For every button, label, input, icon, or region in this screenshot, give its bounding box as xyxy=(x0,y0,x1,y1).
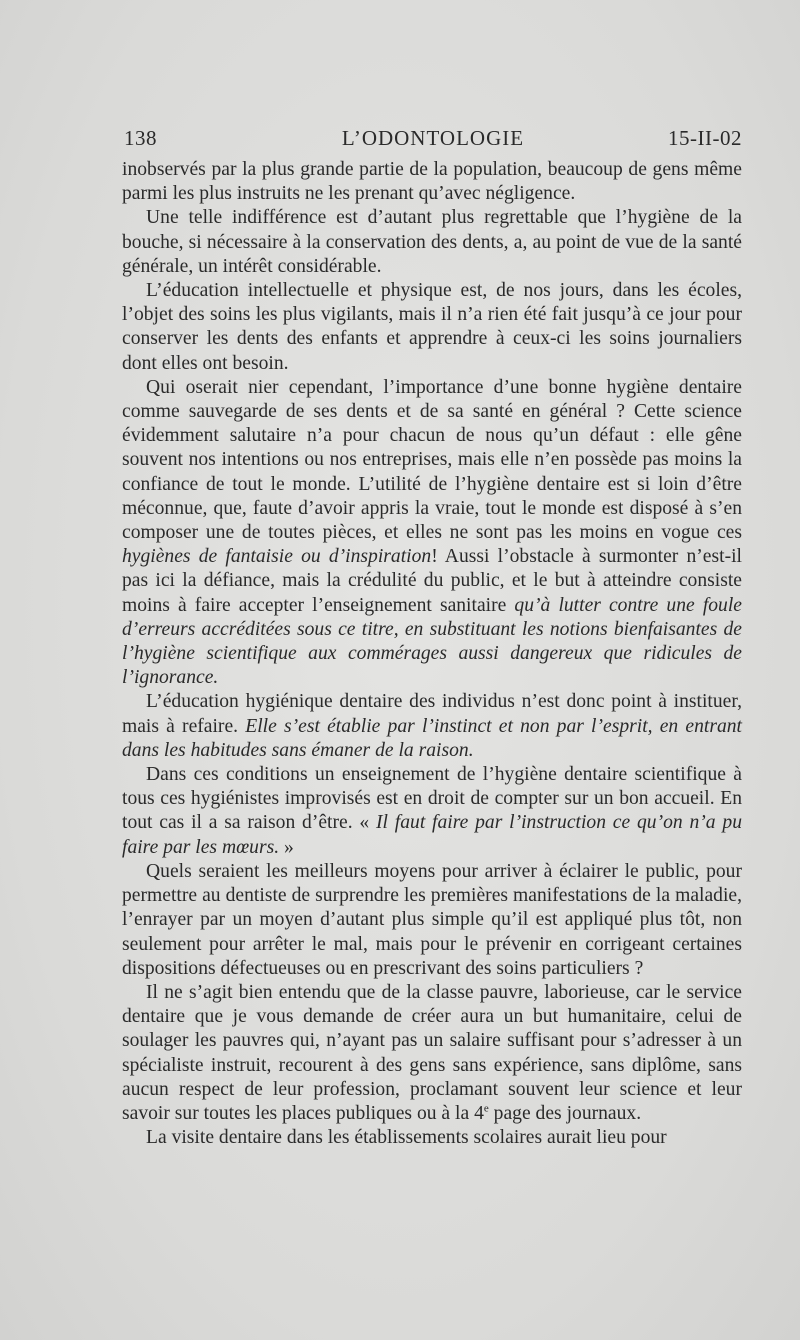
paragraph-9: La visite dentaire dans les établissements scolaires aurait lieu pour xyxy=(146,1127,667,1149)
paragraph-5 xyxy=(122,690,742,763)
paragraph-6 xyxy=(122,763,742,860)
article-body xyxy=(122,158,742,1150)
issue-date: 15-II-02 xyxy=(668,126,742,150)
paragraph-5-text-a: L’éducation hygiénique dentaire des individus n’est donc point à instituer, mais à refaire. xyxy=(122,691,742,737)
paragraph-6-text-c: » xyxy=(284,836,294,858)
paragraph-5-italic-b: Elle s’est établie par l’instinct et non par l’esprit, en entrant dans les habitudes sans émaner de la raison. xyxy=(122,715,742,761)
paragraph-4-italic-d: qu’à lutter contre une foule d’erreurs accréditées sous ce titre, en substituant les notions bienfaisantes de l’hygiène scientifique aux commérages aussi dangereux que ridicules de l’ignorance. xyxy=(122,594,742,689)
running-header xyxy=(124,126,742,156)
paragraph-8 xyxy=(122,981,742,1126)
paragraph-2: Une telle indifférence est d’autant plus regrettable que l’hygiène de la bouche, si nécessaire à la conservation des dents, a, au point de vue de la santé générale, un intérêt considérable. xyxy=(122,207,742,277)
paragraph-4-text-c: ! Aussi l’obstacle à surmonter n’est-il pas ici la défiance, mais la crédulité du public, et le but à atteindre consiste moins à faire accepter l’enseignement sanitaire xyxy=(122,546,742,616)
paragraph-6-text-a: Dans ces conditions un enseignement de l’hygiène dentaire scientifique à tous ces hygiénistes improvisés est en droit de compter sur un bon accueil. En tout cas il a sa raison d’être. « xyxy=(122,764,742,834)
page-number: 138 xyxy=(124,126,157,150)
paragraph-6-quote: Il faut faire par l’instruction ce qu’on n’a pu faire par les mœurs. xyxy=(122,812,742,858)
journal-title: L’ODONTOLOGIE xyxy=(341,126,525,150)
paragraph-1: inobservés par la plus grande partie de la population, beaucoup de gens même parmi les plus instruits ne les prenant qu’avec négligence. xyxy=(122,159,742,205)
paragraph-4-text-a: Qui oserait nier cependant, l’importance d’une bonne hygiène dentaire comme sauvegarde de ses dents et de sa santé en général ? Cette science évidemment salutaire n’a pour chacun de nous qu’un défaut : elle gêne souvent nos intentions ou nos entreprises, mais elle n’en possède pas moins la confiance de tout le monde. L’utilité de l’hygiène dentaire est si loin d’être méconnue, que, faute d’avoir appris la vraie, tout le monde est disposé à s’en composer une de toutes pièces, et elles ne sont pas les moins en vogue ces xyxy=(122,376,742,544)
paragraph-8-superscript: e xyxy=(483,1102,489,1115)
paragraph-8-text-a: Il ne s’agit bien entendu que de la classe pauvre, laborieuse, car le service dentaire que je vous demande de créer aura un but humanitaire, celui de soulager les pauvres qui, n’ayant pas un salaire suffisant pour s’adresser à un spécialiste instruit, recourent à des gens sans expérience, sans diplôme, sans aucun respect de leur profession, proclamant souvent leur science et leur savoir sur toutes les places publiques ou à la 4 xyxy=(122,981,742,1124)
paragraph-3: L’éducation intellectuelle et physique est, de nos jours, dans les écoles, l’objet des soins les plus vigilants, mais il n’a rien été fait jusqu’à ce jour pour conserver les dents des enfants et apprendre à ceux-ci les soins journaliers dont elles ont besoin. xyxy=(122,280,742,374)
paragraph-7: Quels seraient les meilleurs moyens pour arriver à éclairer le public, pour permettre au dentiste de surprendre les premières manifestations de la maladie, l’enrayer par un moyen d’autant plus simple qu’il est appliqué plus tôt, non seulement pour arrêter le mal, mais pour le prévenir en corrigeant certaines dispositions défectueuses ou en prescrivant des soins particuliers ? xyxy=(122,860,742,979)
paragraph-4 xyxy=(122,376,742,691)
paragraph-8-text-b: page des journaux. xyxy=(493,1102,642,1124)
paragraph-4-italic-b: hygiènes de fantaisie ou d’inspiration xyxy=(122,546,432,568)
